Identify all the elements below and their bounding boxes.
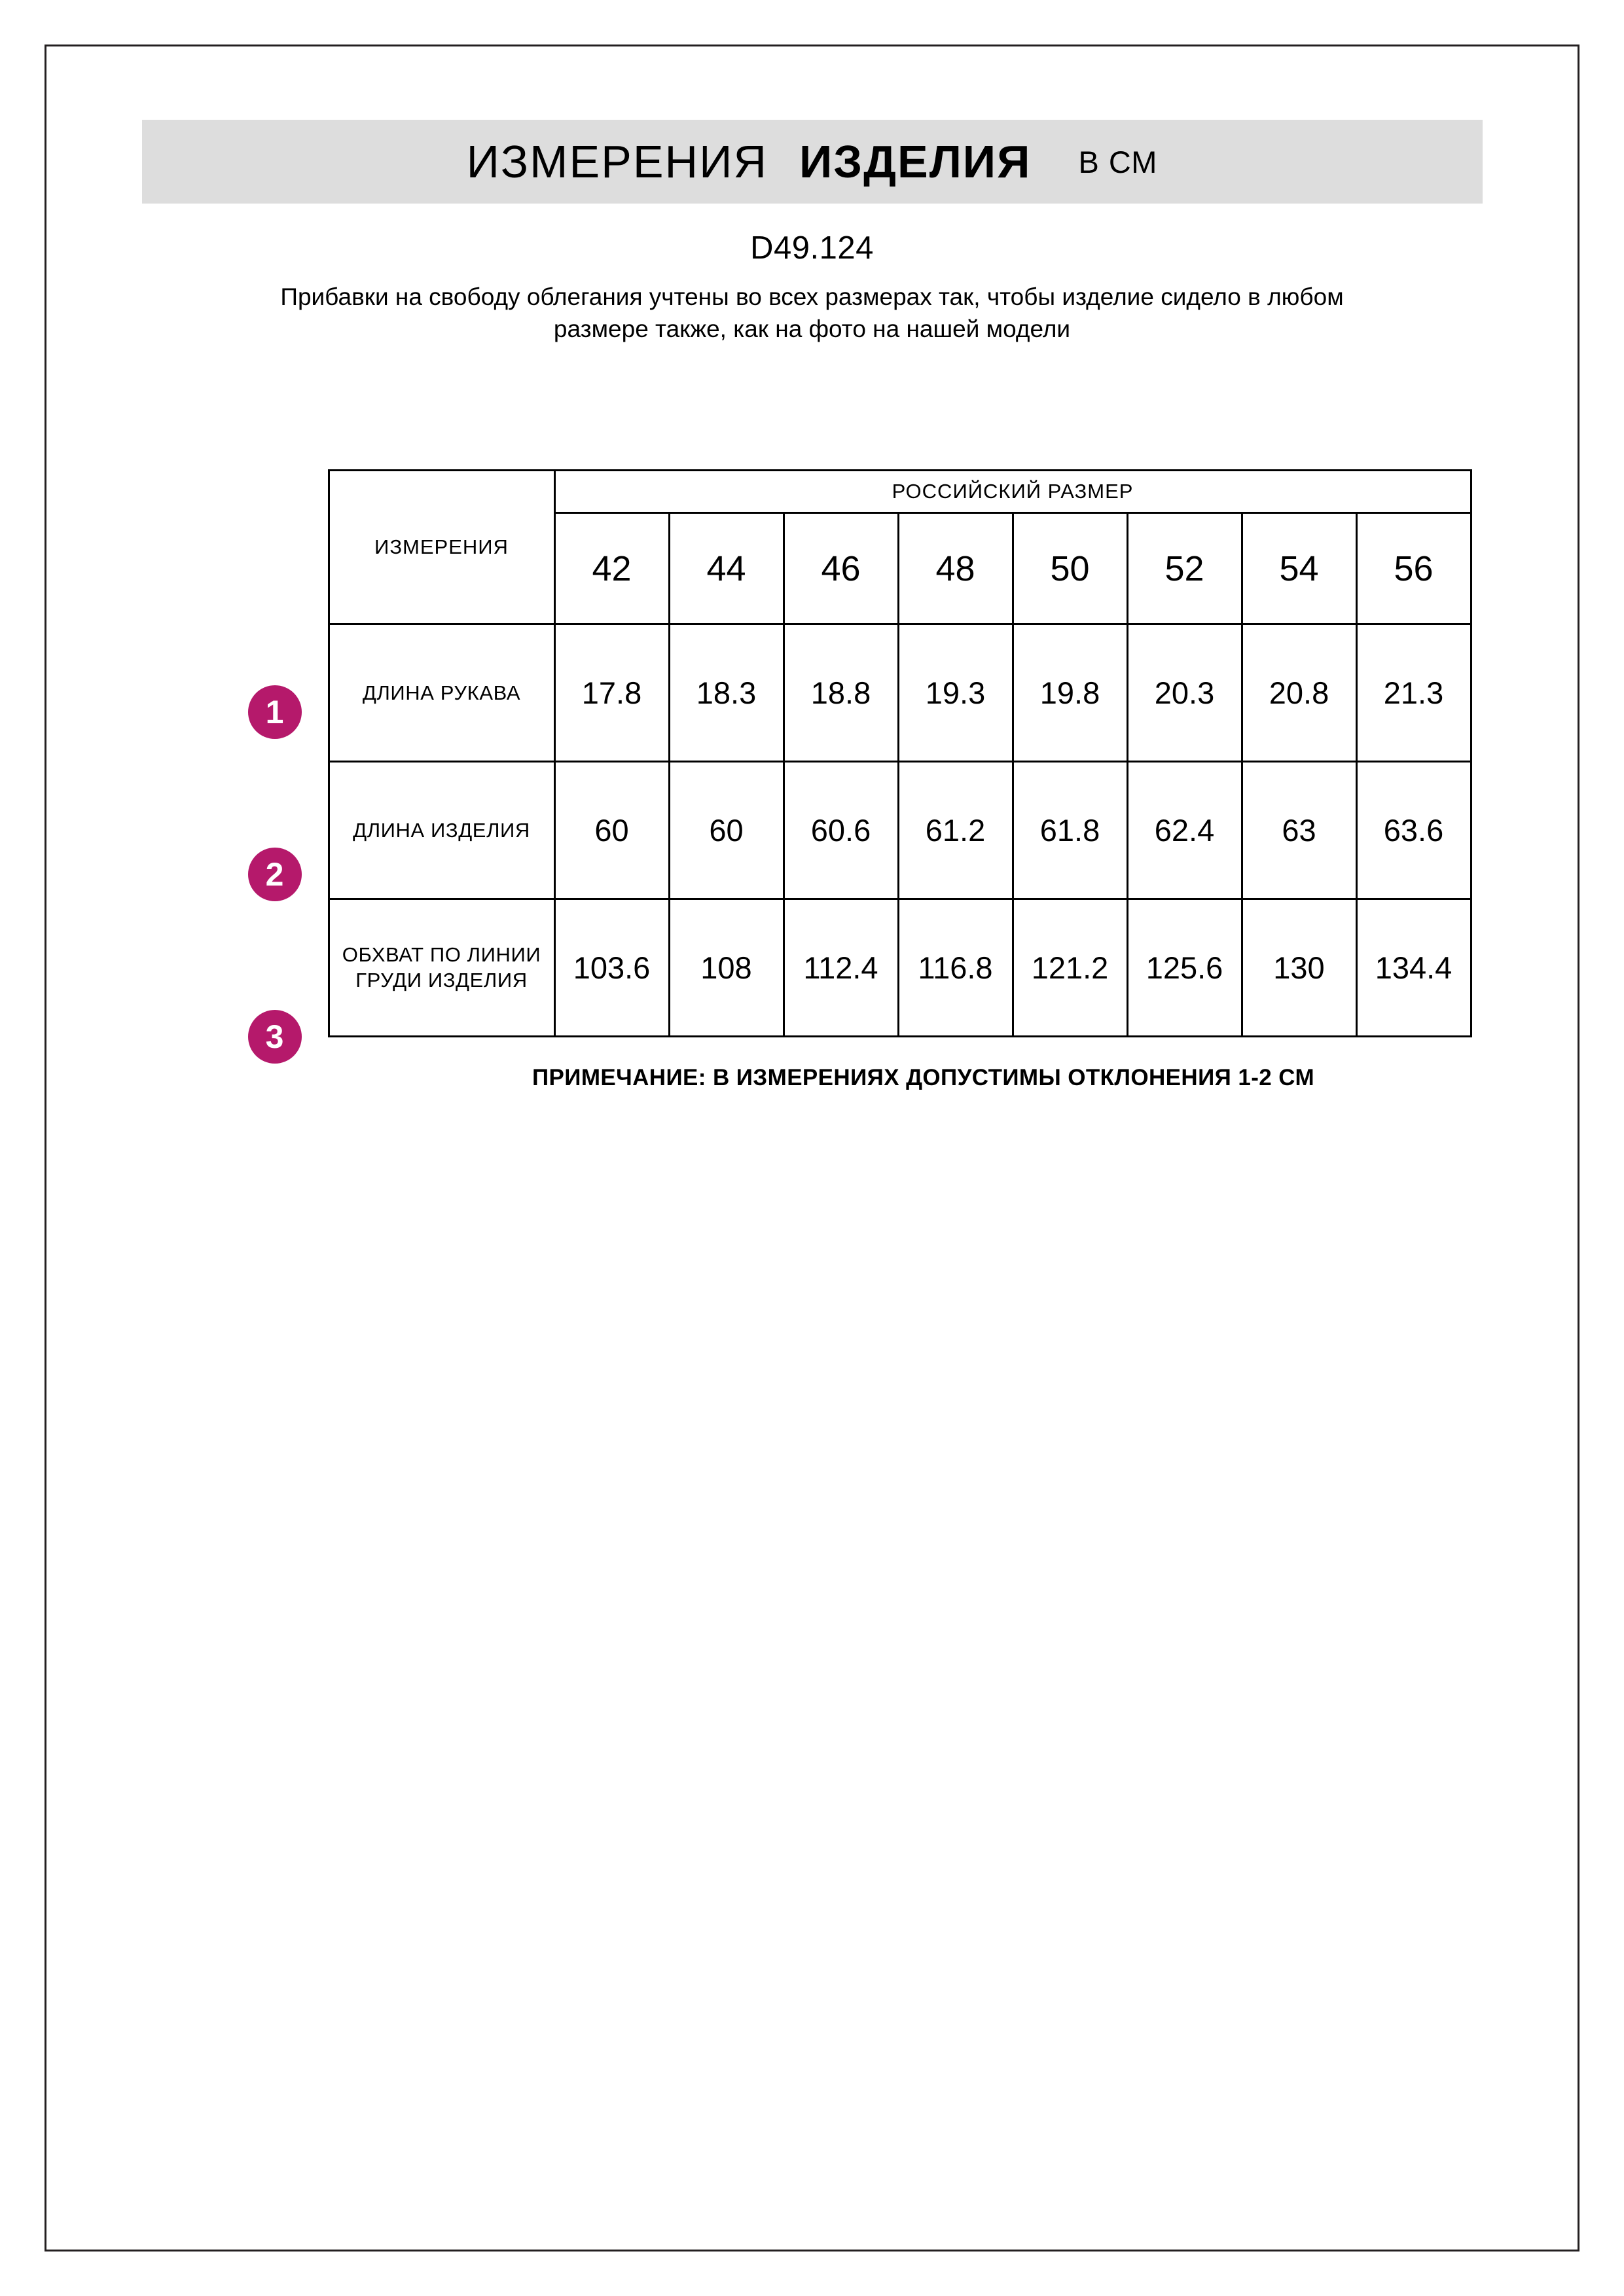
size-table (328, 469, 1472, 1037)
cell-sleeve-54: 20.8 (1242, 624, 1356, 762)
row-label-sleeve-length: ДЛИНА РУКАВА (329, 624, 554, 762)
cell-length-42: 60 (554, 762, 669, 899)
cell-length-50: 61.8 (1013, 762, 1127, 899)
table-row (329, 624, 1471, 762)
size-header-56: 56 (1356, 513, 1471, 624)
cell-chest-54: 130 (1242, 899, 1356, 1037)
cell-length-52: 62.4 (1127, 762, 1242, 899)
cell-chest-48: 116.8 (898, 899, 1013, 1037)
cell-length-56: 63.6 (1356, 762, 1471, 899)
table-row (329, 762, 1471, 899)
cell-length-46: 60.6 (784, 762, 898, 899)
size-header-50: 50 (1013, 513, 1127, 624)
cell-sleeve-46: 18.8 (784, 624, 898, 762)
cell-chest-44: 108 (669, 899, 784, 1037)
cell-sleeve-48: 19.3 (898, 624, 1013, 762)
cell-chest-46: 112.4 (784, 899, 898, 1037)
cell-sleeve-52: 20.3 (1127, 624, 1242, 762)
size-table-wrapper (105, 469, 1519, 1091)
cell-sleeve-42: 17.8 (554, 624, 669, 762)
cell-sleeve-44: 18.3 (669, 624, 784, 762)
row-label-chest-girth: ОБХВАТ ПО ЛИНИИ ГРУДИ ИЗДЕЛИЯ (329, 899, 554, 1037)
cell-chest-42: 103.6 (554, 899, 669, 1037)
cell-sleeve-56: 21.3 (1356, 624, 1471, 762)
cell-chest-50: 121.2 (1013, 899, 1127, 1037)
header-units-label: В СМ (1078, 144, 1158, 179)
size-header-44: 44 (669, 513, 784, 624)
row-bullet-2: 2 (248, 848, 302, 901)
cell-length-48: 61.2 (898, 762, 1013, 899)
row-label-product-length: ДЛИНА ИЗДЕЛИЯ (329, 762, 554, 899)
table-row (329, 899, 1471, 1037)
row-bullet-3: 3 (248, 1010, 302, 1064)
intro-note: Прибавки на свободу облегания учтены во всех размерах так, чтобы изделие сидело в любом размере также, как на фото на нашей модели (280, 283, 1344, 343)
header-banner (142, 120, 1483, 204)
size-header-52: 52 (1127, 513, 1242, 624)
cell-chest-56: 134.4 (1356, 899, 1471, 1037)
table-group-header: РОССИЙСКИЙ РАЗМЕР (554, 471, 1471, 513)
header-title-product: ИЗДЕЛИЯ (799, 136, 1032, 187)
cell-chest-52: 125.6 (1127, 899, 1242, 1037)
table-corner-label: ИЗМЕРЕНИЯ (329, 471, 554, 624)
cell-length-54: 63 (1242, 762, 1356, 899)
article-code: D49.124 (750, 230, 874, 266)
cell-length-44: 60 (669, 762, 784, 899)
size-header-42: 42 (554, 513, 669, 624)
footer-note: ПРИМЕЧАНИЕ: В ИЗМЕРЕНИЯХ ДОПУСТИМЫ ОТКЛОНЕНИЯ 1-2 СМ (532, 1065, 1315, 1091)
page-content (105, 46, 1519, 1091)
cell-sleeve-50: 19.8 (1013, 624, 1127, 762)
size-header-46: 46 (784, 513, 898, 624)
table-group-header-row (329, 471, 1471, 513)
row-bullet-1: 1 (248, 685, 302, 739)
header-title-measurements: ИЗМЕРЕНИЯ (466, 136, 768, 187)
size-header-54: 54 (1242, 513, 1356, 624)
size-header-48: 48 (898, 513, 1013, 624)
